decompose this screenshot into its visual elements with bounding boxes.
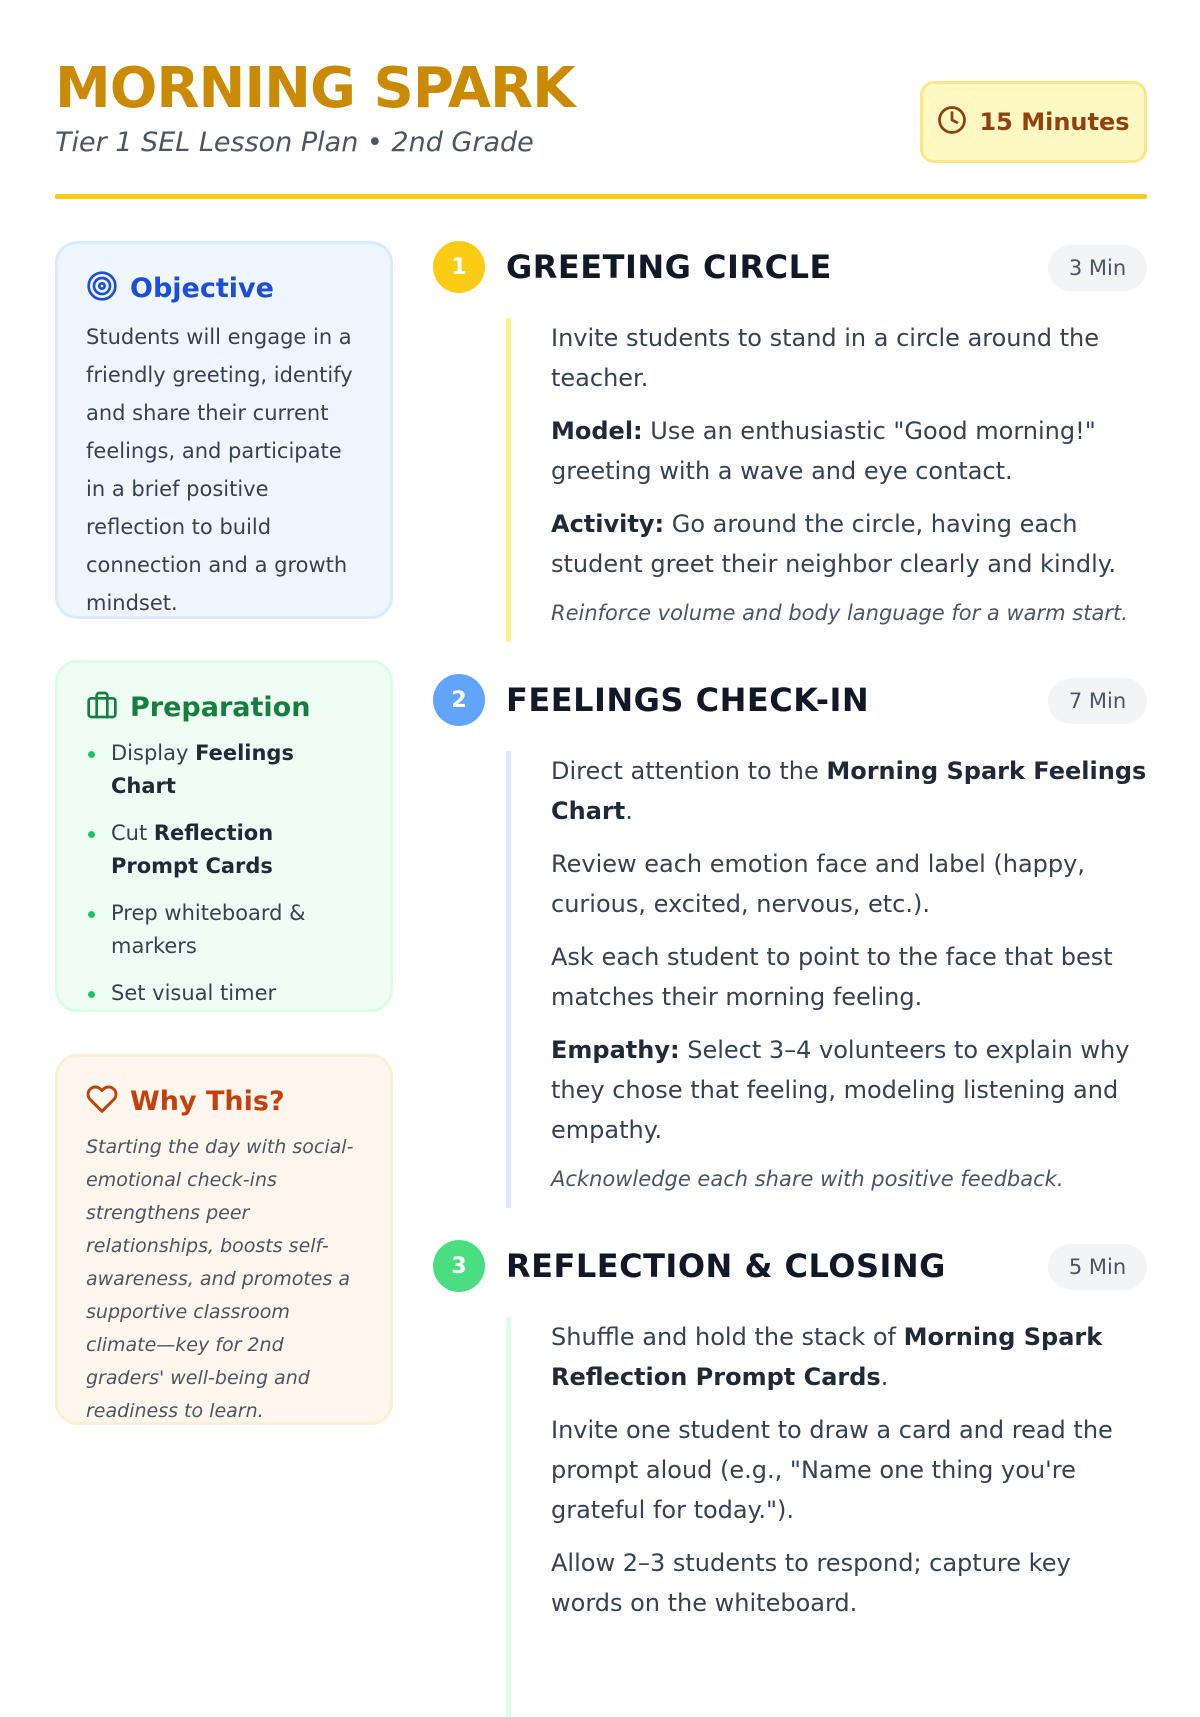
briefcase-icon [86,689,118,725]
preparation-title: Preparation [130,691,311,723]
list-item: Prep whiteboard & markers [86,897,364,963]
step-note: Acknowledge each share with positive feedback. [551,1167,1064,1191]
heart-icon [86,1083,118,1119]
clock-icon [937,105,967,139]
target-icon [86,270,118,306]
step-body [506,318,1147,642]
step-number: 3 [433,1240,485,1292]
step-paragraph: Activity: Go around the circle, having each student greet their neighbor clearly and kindly. [551,510,1117,578]
objective-title: Objective [130,272,274,304]
why-text: Starting the day with social-emotional check-ins strengthens peer relationships, boosts self-awareness, and promotes a supportive classroom climate—key for 2nd graders' well-being and readiness to learn. [86,1136,354,1422]
step-duration-badge: 7 Min [1048,678,1147,724]
step-duration-badge: 3 Min [1048,245,1147,291]
why-card [55,1054,393,1425]
step-paragraph: Review each emotion face and label (happy, curious, excited, nervous, etc.). [551,850,1085,918]
step-paragraph: Ask each student to point to the face that best matches their morning feeling. [551,943,1113,1011]
page-subtitle: Tier 1 SEL Lesson Plan • 2nd Grade [55,127,534,158]
step-number: 2 [433,674,485,726]
step-paragraph: Model: Use an enthusiastic "Good morning!" greeting with a wave and eye contact. [551,417,1096,485]
list-item: Set visual timer [86,977,364,1010]
step-note: Reinforce volume and body language for a warm start. [551,601,1128,625]
step-title: GREETING CIRCLE [506,248,832,286]
step-number: 1 [433,241,485,293]
step-title: REFLECTION & CLOSING [506,1247,946,1285]
step-duration-badge: 5 Min [1048,1244,1147,1290]
step-title: FEELINGS CHECK-IN [506,681,870,719]
lesson-plan-page [55,0,1147,1617]
step-paragraph: Allow 2–3 students to respond; capture key words on the whiteboard. [551,1549,1071,1617]
objective-text: Students will engage in a friendly greeting, identify and share their current feelings, and participate in a brief positive reflection to build connection and a growth mindset. [86,325,353,615]
step-paragraph: Empathy: Select 3–4 volunteers to explain why they chose that feeling, modeling listening and empathy. [551,1036,1130,1144]
step-paragraph: Invite students to stand in a circle around the teacher. [551,324,1099,392]
header [55,55,1147,200]
preparation-list [86,737,364,1010]
step-paragraph: Shuffle and hold the stack of Morning Spark Reflection Prompt Cards. [551,1323,1103,1391]
list-item: Cut Reflection Prompt Cards [86,817,364,883]
objective-card [55,241,393,619]
step-body [506,1317,1147,1717]
step-body [506,751,1147,1208]
why-title: Why This? [130,1085,285,1117]
header-divider [55,194,1147,199]
duration-badge [920,81,1147,163]
duration-label: 15 Minutes [979,108,1130,136]
preparation-card [55,660,393,1012]
step-paragraph: Invite one student to draw a card and read the prompt aloud (e.g., "Name one thing you're grateful for today."). [551,1416,1113,1524]
list-item: Display Feelings Chart [86,737,364,803]
step-paragraph: Direct attention to the Morning Spark Feelings Chart. [551,757,1147,825]
page-title: MORNING SPARK [55,56,575,121]
